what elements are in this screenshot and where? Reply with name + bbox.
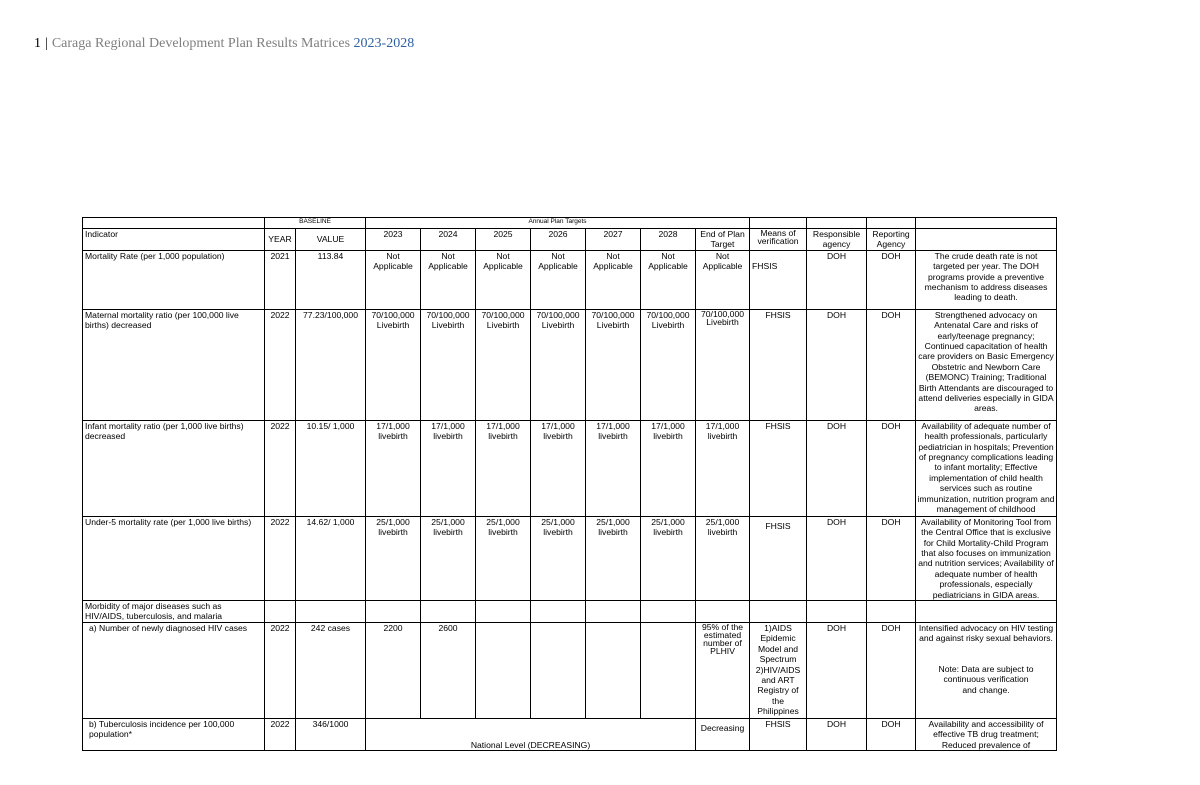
header-year: YEAR [265, 229, 296, 251]
target-2025-cell: Not Applicable [476, 250, 531, 309]
header-value: VALUE [296, 229, 366, 251]
header-2027: 2027 [586, 229, 641, 251]
baseline-value-cell: 10.15/ 1,000 [296, 420, 366, 516]
target-2023-cell: 2200 [366, 622, 421, 718]
empty-cell [421, 601, 476, 623]
empty-cell [696, 601, 750, 623]
baseline-year-cell: 2022 [265, 516, 296, 600]
end-target-cell: 70/100,000 Livebirth [696, 309, 750, 420]
empty-cell [750, 218, 807, 229]
empty-cell [476, 601, 531, 623]
target-2027-cell: 17/1,000 livebirth [586, 420, 641, 516]
indicator-cell: Maternal mortality ratio (per 100,000 live births) decreased [83, 309, 265, 420]
table-row [83, 718, 1057, 750]
empty-cell [867, 601, 916, 623]
reporting-cell: DOH [867, 622, 916, 718]
baseline-value-cell: 242 cases [296, 622, 366, 718]
empty-cell [586, 622, 641, 718]
responsible-cell: DOH [807, 250, 867, 309]
header-reporting-agency: Reporting Agency [867, 229, 916, 251]
empty-cell [807, 218, 867, 229]
target-2024-cell: 2600 [421, 622, 476, 718]
baseline-year-cell: 2022 [265, 420, 296, 516]
remarks-cell: Availability of Monitoring Tool from the Central Office that is exclusive for Child Mortality-Child Program that also focuses on immunization and nutrition services; Availability of adequate number of health professionals, especially pediatricians in GIDA areas. [916, 516, 1057, 600]
remarks-cell: Availability of adequate number of health professionals, particularly pediatrician in hospitals; Prevention of pregnancy complications leading to infant mortality; Effective implementation of child health services such as routine immunization, nutrition program and management of childhood [916, 420, 1057, 516]
responsible-cell: DOH [807, 718, 867, 750]
responsible-cell: DOH [807, 309, 867, 420]
target-2027-cell: 70/100,000 Livebirth [586, 309, 641, 420]
table-row [83, 250, 1057, 309]
end-target-cell: Decreasing [696, 718, 750, 750]
target-2025-cell: 70/100,000 Livebirth [476, 309, 531, 420]
target-2028-cell: Not Applicable [641, 250, 696, 309]
header-2024: 2024 [421, 229, 476, 251]
header-2023: 2023 [366, 229, 421, 251]
baseline-year-cell: 2022 [265, 718, 296, 750]
end-target-cell: 95% of the estimated number of PLHIV [696, 622, 750, 718]
empty-cell [807, 601, 867, 623]
header-2028: 2028 [641, 229, 696, 251]
header-2026: 2026 [531, 229, 586, 251]
annual-targets-span-cell: National Level (DECREASING) [366, 718, 696, 750]
empty-cell [750, 601, 807, 623]
target-2024-cell: Not Applicable [421, 250, 476, 309]
target-2028-cell: 17/1,000 livebirth [641, 420, 696, 516]
responsible-cell: DOH [807, 622, 867, 718]
target-2026-cell: 70/100,000 Livebirth [531, 309, 586, 420]
baseline-value-cell: 346/1000 [296, 718, 366, 750]
empty-cell [265, 601, 296, 623]
means-cell: FHSIS [750, 516, 807, 600]
remarks-cell [916, 622, 1057, 718]
target-2028-cell: 25/1,000 livebirth [641, 516, 696, 600]
target-2026-cell: 25/1,000 livebirth [531, 516, 586, 600]
indicator-cell: Infant mortality ratio (per 1,000 live births) decreased [83, 420, 265, 516]
header-indicator: Indicator [83, 229, 265, 251]
reporting-cell: DOH [867, 718, 916, 750]
header-remarks [916, 229, 1057, 251]
results-matrix-table [82, 217, 1057, 751]
baseline-value-cell: 113.84 [296, 250, 366, 309]
responsible-cell: DOH [807, 420, 867, 516]
baseline-year-cell: 2021 [265, 250, 296, 309]
header-means-of-verification: Means of verification [750, 229, 807, 251]
empty-cell [916, 601, 1057, 623]
empty-cell [531, 601, 586, 623]
baseline-value-cell: 14.62/ 1,000 [296, 516, 366, 600]
end-target-cell: 17/1,000 livebirth [696, 420, 750, 516]
document-years: 2023-2028 [353, 36, 415, 51]
empty-cell [366, 601, 421, 623]
responsible-cell: DOH [807, 516, 867, 600]
column-header-row [83, 229, 1057, 251]
target-2026-cell: 17/1,000 livebirth [531, 420, 586, 516]
target-2028-cell: 70/100,000 Livebirth [641, 309, 696, 420]
table-row [83, 601, 1057, 623]
target-2024-cell: 17/1,000 livebirth [421, 420, 476, 516]
remarks-text: Intensified advocacy on HIV testing and against risky sexual behaviors. [918, 622, 1054, 644]
table-row [83, 622, 1057, 718]
end-target-cell: Not Applicable [696, 250, 750, 309]
indicator-cell: Under-5 mortality rate (per 1,000 live births) [83, 516, 265, 600]
empty-cell [531, 622, 586, 718]
target-2023-cell: 25/1,000 livebirth [366, 516, 421, 600]
reporting-cell: DOH [867, 309, 916, 420]
empty-cell [641, 622, 696, 718]
empty-cell [586, 601, 641, 623]
means-cell: FHSIS [750, 718, 807, 750]
means-cell: FHSIS [750, 420, 807, 516]
reporting-cell: DOH [867, 420, 916, 516]
indicator-cell: b) Tuberculosis incidence per 100,000 population* [83, 718, 265, 750]
header-responsible-agency: Responsible agency [807, 229, 867, 251]
empty-cell [867, 218, 916, 229]
empty-cell [476, 622, 531, 718]
remarks-cell: Strengthened advocacy on Antenatal Care and risks of early/teenage pregnancy; Continued capacitation of health care providers on Basic Emergency Obstetric and Newborn Care (BEMONC) Training; Traditional Birth Attendants are discouraged to attend deliveries especially in GIDA areas. [916, 309, 1057, 420]
indicator-cell: Mortality Rate (per 1,000 population) [83, 250, 265, 309]
empty-cell [83, 218, 265, 229]
page-header [34, 36, 414, 52]
empty-cell [296, 601, 366, 623]
table-row [83, 516, 1057, 600]
means-cell: FHSIS [750, 250, 807, 309]
remarks-cell: The crude death rate is not targeted per year. The DOH programs provide a preventive mechanism to address diseases leading to death. [916, 250, 1057, 309]
annual-targets-group-header: Annual Plan Targets [366, 218, 750, 229]
indicator-cell: Morbidity of major diseases such as HIV/AIDS, tuberculosis, and malaria [83, 601, 265, 623]
target-2023-cell: 70/100,000 Livebirth [366, 309, 421, 420]
target-2024-cell: 70/100,000 Livebirth [421, 309, 476, 420]
baseline-year-cell: 2022 [265, 622, 296, 718]
remarks-cell: Availability and accessibility of effective TB drug treatment; Reduced prevalence of [916, 718, 1057, 750]
target-2025-cell: 25/1,000 livebirth [476, 516, 531, 600]
target-2027-cell: Not Applicable [586, 250, 641, 309]
target-2023-cell: 17/1,000 livebirth [366, 420, 421, 516]
means-cell: 1)AIDS Epidemic Model and Spectrum 2)HIV/AIDS and ART Registry of the Philippines [750, 622, 807, 718]
target-2027-cell: 25/1,000 livebirth [586, 516, 641, 600]
target-2026-cell: Not Applicable [531, 250, 586, 309]
table-row [83, 420, 1057, 516]
reporting-cell: DOH [867, 516, 916, 600]
header-end-of-plan-target: End of Plan Target [696, 229, 750, 251]
page-number: 1 [34, 36, 41, 51]
table-row [83, 309, 1057, 420]
document-title: Caraga Regional Development Plan Results Matrices [51, 36, 351, 51]
target-2023-cell: Not Applicable [366, 250, 421, 309]
remarks-note: Note: Data are subject to continuous verification and change. [938, 663, 1034, 695]
header-separator: | [45, 36, 48, 51]
target-2025-cell: 17/1,000 livebirth [476, 420, 531, 516]
empty-cell [641, 601, 696, 623]
header-2025: 2025 [476, 229, 531, 251]
baseline-year-cell: 2022 [265, 309, 296, 420]
baseline-value-cell: 77.23/100,000 [296, 309, 366, 420]
reporting-cell: DOH [867, 250, 916, 309]
indicator-cell: a) Number of newly diagnosed HIV cases [83, 622, 265, 718]
group-header-row [83, 218, 1057, 229]
target-2024-cell: 25/1,000 livebirth [421, 516, 476, 600]
baseline-group-header: BASELINE [265, 218, 366, 229]
empty-cell [916, 218, 1057, 229]
end-target-cell: 25/1,000 livebirth [696, 516, 750, 600]
means-cell: FHSIS [750, 309, 807, 420]
